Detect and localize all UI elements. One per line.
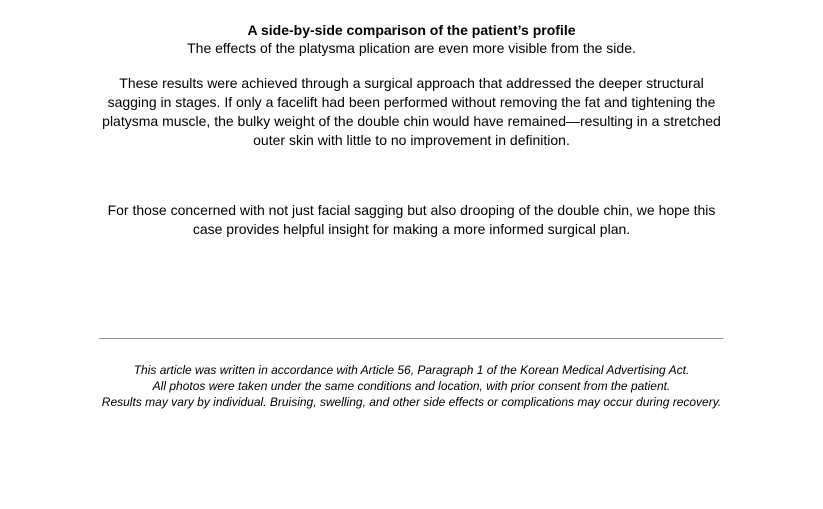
disclaimer-line: All photos were taken under the same conditions and location, with prior consent from the patient. (152, 379, 671, 393)
results-paragraph (0, 74, 823, 150)
paragraph-line: platysma muscle, the bulky weight of the double chin would have remained—resulting in a stretched (102, 113, 721, 129)
disclaimer-line: Results may vary by individual. Bruising, swelling, and other side effects or complications may occur during recovery. (101, 395, 722, 409)
paragraph-line: case provides helpful insight for making a more informed surgical plan. (192, 221, 631, 237)
disclaimer-line: This article was written in accordance with Article 56, Paragraph 1 of the Korean Medical Advertising Act. (133, 363, 690, 377)
section-subheading: The effects of the platysma plication are even more visible from the side. (187, 40, 636, 56)
paragraph-line: These results were achieved through a surgical approach that addressed the deeper structural (119, 75, 704, 91)
paragraph-line: outer skin with little to no improvement in definition. (253, 132, 570, 148)
legal-disclaimer (0, 362, 823, 410)
section-heading: A side-by-side comparison of the patient’s profile (247, 22, 576, 38)
paragraph-line: sagging in stages. If only a facelift had been performed without removing the fat and tightening the (107, 94, 716, 110)
closing-paragraph (0, 201, 823, 239)
horizontal-divider (99, 338, 724, 339)
paragraph-line: For those concerned with not just facial sagging but also drooping of the double chin, we hope this (107, 202, 716, 218)
